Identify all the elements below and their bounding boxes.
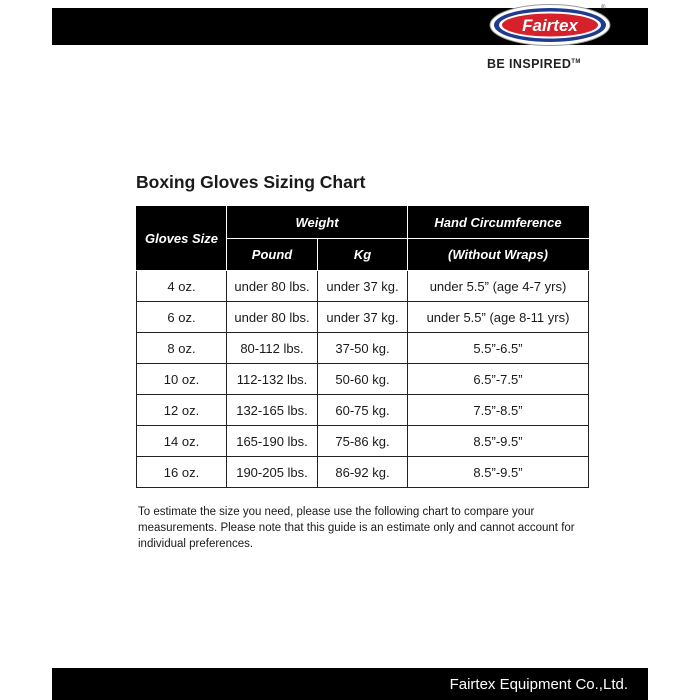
- cell-hand: 6.5”-7.5”: [408, 364, 589, 395]
- brand-tagline: [487, 57, 581, 71]
- header-weight: Weight: [227, 207, 408, 239]
- cell-hand: under 5.5” (age 8-11 yrs): [408, 302, 589, 333]
- cell-pound: 132-165 lbs.: [227, 395, 318, 426]
- cell-size: 4 oz.: [137, 271, 227, 302]
- header-hand-circumference: Hand Circumference: [408, 207, 589, 239]
- trademark-mark: TM: [571, 58, 581, 65]
- cell-hand: 5.5”-6.5”: [408, 333, 589, 364]
- table-row: [137, 395, 589, 426]
- table-row: [137, 271, 589, 302]
- cell-kg: 60-75 kg.: [318, 395, 408, 426]
- cell-pound: 190-205 lbs.: [227, 457, 318, 488]
- tagline-text: BE INSPIRED: [487, 57, 572, 71]
- cell-kg: 50-60 kg.: [318, 364, 408, 395]
- cell-kg: 86-92 kg.: [318, 457, 408, 488]
- svg-text:®: ®: [601, 5, 606, 11]
- table-row: [137, 457, 589, 488]
- header-gloves-size: Gloves Size: [137, 207, 227, 271]
- header-kg: Kg: [318, 239, 408, 271]
- company-name: Fairtex Equipment Co.,Ltd.: [449, 676, 628, 693]
- cell-kg: 75-86 kg.: [318, 426, 408, 457]
- cell-size: 14 oz.: [137, 426, 227, 457]
- table-row: [137, 364, 589, 395]
- chart-title: Boxing Gloves Sizing Chart: [136, 172, 366, 192]
- cell-pound: under 80 lbs.: [227, 271, 318, 302]
- table-header-row: [137, 207, 589, 239]
- table-row: [137, 426, 589, 457]
- cell-hand: 7.5”-8.5”: [408, 395, 589, 426]
- cell-size: 10 oz.: [137, 364, 227, 395]
- cell-pound: 112-132 lbs.: [227, 364, 318, 395]
- cell-hand: 8.5”-9.5”: [408, 457, 589, 488]
- logo-wordmark: Fairtex: [522, 16, 578, 35]
- cell-hand: under 5.5” (age 4-7 yrs): [408, 271, 589, 302]
- header-without-wraps: (Without Wraps): [408, 239, 589, 271]
- footer-bar: [52, 668, 648, 700]
- sizing-note: To estimate the size you need, please use the following chart to compare your measurements. Please note that this guide is an estimate only and cannot account for individual preferences.: [138, 506, 575, 550]
- cell-size: 6 oz.: [137, 302, 227, 333]
- fairtex-logo: [488, 3, 612, 47]
- cell-size: 16 oz.: [137, 457, 227, 488]
- table-row: [137, 333, 589, 364]
- sizing-table: [136, 206, 589, 488]
- table-row: [137, 302, 589, 333]
- cell-size: 8 oz.: [137, 333, 227, 364]
- header-pound: Pound: [227, 239, 318, 271]
- cell-size: 12 oz.: [137, 395, 227, 426]
- cell-pound: under 80 lbs.: [227, 302, 318, 333]
- cell-kg: under 37 kg.: [318, 302, 408, 333]
- cell-pound: 80-112 lbs.: [227, 333, 318, 364]
- cell-hand: 8.5”-9.5”: [408, 426, 589, 457]
- cell-kg: 37-50 kg.: [318, 333, 408, 364]
- cell-kg: under 37 kg.: [318, 271, 408, 302]
- cell-pound: 165-190 lbs.: [227, 426, 318, 457]
